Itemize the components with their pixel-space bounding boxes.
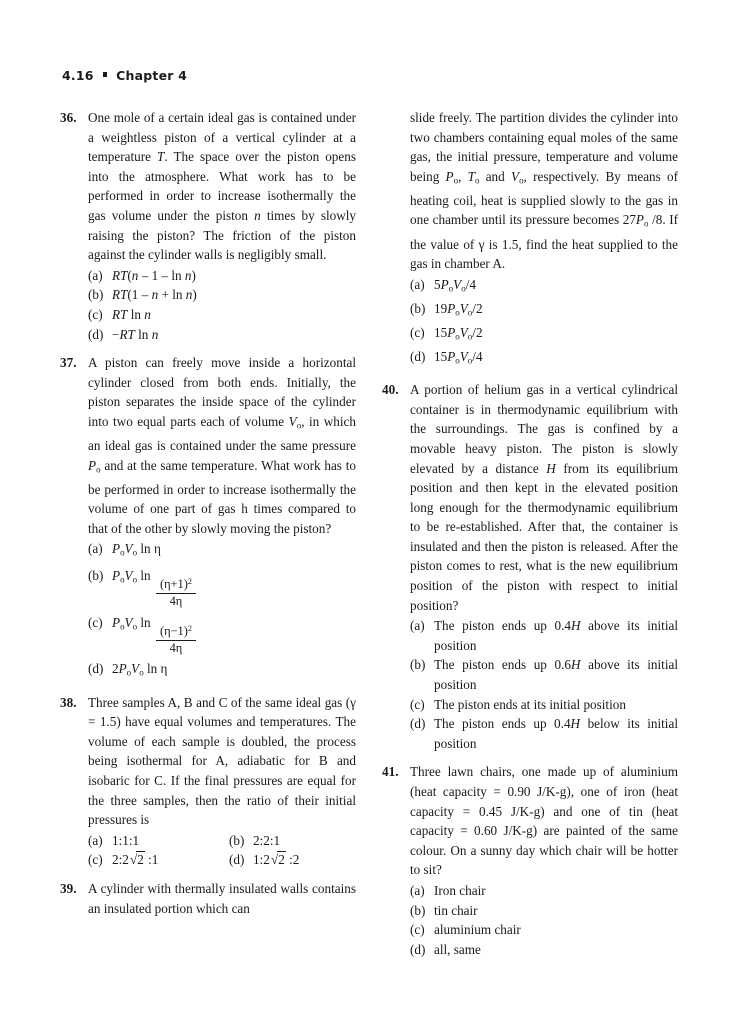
option-label: (b) xyxy=(410,657,426,673)
option-label: (a) xyxy=(410,882,425,898)
option-label: (d) xyxy=(229,852,245,868)
option-label: (a) xyxy=(410,276,425,292)
option-label: (d) xyxy=(410,349,426,365)
option-value: tin chair xyxy=(434,902,478,918)
question-body xyxy=(410,762,678,959)
option-label: (c) xyxy=(88,614,103,630)
option-label: (a) xyxy=(88,832,103,848)
option-value: Iron chair xyxy=(434,882,486,898)
question-number-placeholder xyxy=(382,108,410,371)
option-label: (d) xyxy=(410,716,426,732)
question-37 xyxy=(60,353,356,683)
question-36 xyxy=(60,108,356,344)
option-value: 2:2√2 :1 xyxy=(112,852,159,868)
option-d[interactable] xyxy=(410,940,678,960)
option-value: The piston ends at its initial position xyxy=(434,696,626,712)
option-label: (a) xyxy=(410,618,425,634)
option-b[interactable] xyxy=(88,285,356,305)
question-body xyxy=(410,380,678,753)
question-body xyxy=(88,693,356,870)
option-label: (a) xyxy=(88,541,103,557)
option-label: (b) xyxy=(88,287,104,303)
option-a[interactable] xyxy=(410,881,678,901)
option-b[interactable] xyxy=(410,655,678,694)
option-label: (d) xyxy=(88,661,104,677)
option-d[interactable] xyxy=(410,347,678,371)
option-value: 1:2√2 :2 xyxy=(253,852,300,868)
right-column xyxy=(382,108,678,968)
question-body xyxy=(410,108,678,371)
option-value: RT(n – 1 – ln n) xyxy=(112,267,196,283)
option-c[interactable] xyxy=(88,850,215,870)
option-label: (c) xyxy=(88,306,103,322)
option-value: $P_oV_o$ ln $\frac{(\eta+1)^2}{4\eta}$ xyxy=(112,566,356,609)
option-c[interactable] xyxy=(410,920,678,940)
question-text: A portion of helium gas in a vertical cylindrical container is in thermodynamic equilibrium with the surroundings. The gas is confined by a movable heavy piston. The piston is slowly elevated by a distance H from its equilibrium position and then kept in the elevated position long enough for the thermodynamic equilibrium to be re-established. After that, the container is insulated and then the piston is released. After the piston comes to rest, what is the new equilibrium position of the piston with respect to initial position? xyxy=(410,382,678,613)
option-value: all, same xyxy=(434,941,481,957)
question-39-continued xyxy=(382,108,678,371)
option-a[interactable] xyxy=(410,616,678,655)
left-column xyxy=(60,108,356,927)
options-list xyxy=(88,266,356,344)
option-value: The piston ends up 0.4H above its initial position xyxy=(434,618,678,653)
options-list xyxy=(88,539,356,683)
option-value: RT ln n xyxy=(112,306,151,322)
option-d[interactable] xyxy=(229,850,356,870)
question-text: A cylinder with thermally insulated walls contains an insulated portion which can xyxy=(88,880,356,916)
question-38 xyxy=(60,693,356,870)
option-value: $15P_oV_o/2$ xyxy=(434,324,483,342)
running-head xyxy=(62,68,187,83)
option-label: (b) xyxy=(88,567,104,583)
option-label: (b) xyxy=(229,832,245,848)
option-value: $19P_oV_o/2$ xyxy=(434,300,483,318)
option-b[interactable] xyxy=(229,831,356,851)
question-40 xyxy=(382,380,678,753)
question-41 xyxy=(382,762,678,959)
question-text: slide freely. The partition divides the cylinder into two chambers containing equal moles of the same gas, the initial pressure, temperature and volume being $P_o$, $T_o$ and $V_o$, respectively. By means of heating coil, heat is supplied slowly to the gas in one chamber until its pressure becomes $27P_o$ /8. If the value of γ is 1.5, find the heat supplied to the gas in chamber A. xyxy=(410,110,679,272)
question-text: One mole of a certain ideal gas is contained under a weightless piston of a vertical cylinder at a temperature T. The space over the piston opens into the atmosphere. What work has to be performed in order to increase isothermally the gas volume under the piston n times by slowly raising the piston? The friction of the piston against the cylinder walls is negligibly small. xyxy=(88,110,356,263)
option-b[interactable] xyxy=(410,299,678,323)
chapter-title: Chapter 4 xyxy=(116,68,188,83)
option-d[interactable] xyxy=(88,325,356,345)
page-folio: 4.16 xyxy=(62,68,94,83)
option-value: $2P_oV_o$ ln η xyxy=(112,661,168,678)
option-value: 1:1:1 xyxy=(112,832,140,848)
question-body xyxy=(88,353,356,683)
option-a[interactable] xyxy=(88,539,356,563)
option-value: $15P_oV_o/4$ xyxy=(434,349,483,366)
option-c[interactable] xyxy=(88,305,356,325)
options-list xyxy=(410,616,678,753)
option-c[interactable] xyxy=(88,613,356,656)
option-a[interactable] xyxy=(88,831,215,851)
option-c[interactable] xyxy=(410,695,678,715)
option-value: $P_oV_o$ ln $\frac{(\eta-1)^2}{4\eta}$ xyxy=(112,613,356,656)
option-label: (c) xyxy=(88,852,103,868)
option-label: (c) xyxy=(410,922,425,938)
question-text: A piston can freely move inside a horizontal cylinder closed from both ends. Initially, the piston separates the inside space of the cylinder into two equal parts each of volume $V_o$, in which an ideal gas is contained under the same pressure $P_o$ and at the same temperature. What work has to be performed in order to increase isothermally the volume of one part of gas h times compared to that of the other by slowly moving the piston? xyxy=(88,355,356,536)
option-label: (d) xyxy=(88,326,104,342)
options-list xyxy=(410,881,678,959)
option-value: $P_oV_o$ ln η xyxy=(112,541,161,558)
question-39 xyxy=(60,879,356,918)
option-b[interactable] xyxy=(88,566,356,609)
question-number: 41. xyxy=(382,764,399,780)
two-column-body xyxy=(60,108,690,968)
question-body xyxy=(88,879,356,918)
question-number: 37. xyxy=(60,355,77,371)
question-text: Three samples A, B and C of the same ideal gas (γ = 1.5) have equal volumes and temperatures. The volume of each sample is doubled, the process being isothermal for A, adiabatic for B and isobaric for C. If the final pressures are equal for the three samples, then the ratio of their initial pressures is xyxy=(88,694,356,828)
option-b[interactable] xyxy=(410,901,678,921)
option-value: 2:2:1 xyxy=(253,832,281,848)
option-a[interactable] xyxy=(410,275,678,299)
option-value: RT(1 – n + ln n) xyxy=(112,287,197,303)
option-label: (c) xyxy=(410,324,425,340)
question-text: Three lawn chairs, one made up of aluminium (heat capacity = 0.90 J/K-g), one of iron (heat capacity = 0.45 J/K-g) and one of tin (heat capacity = 0.60 J/K-g) are painted of the same colour. On a sunny day which chair will be hotter to sit? xyxy=(410,764,678,878)
square-bullet-icon xyxy=(103,72,108,77)
option-d[interactable] xyxy=(88,659,356,683)
option-value: The piston ends up 0.4H below its initial position xyxy=(434,716,678,751)
option-value: aluminium chair xyxy=(434,922,521,938)
option-d[interactable] xyxy=(410,714,678,753)
question-number: 36. xyxy=(60,110,77,125)
options-list xyxy=(88,831,356,870)
option-a[interactable] xyxy=(88,266,356,286)
options-list xyxy=(410,275,678,371)
option-label: (b) xyxy=(410,300,426,316)
question-number: 39. xyxy=(60,880,77,896)
question-number: 40. xyxy=(382,382,399,398)
option-label: (b) xyxy=(410,902,426,918)
option-label: (d) xyxy=(410,941,426,957)
option-value: The piston ends up 0.6H above its initial position xyxy=(434,657,678,693)
option-value: −RT ln n xyxy=(112,326,159,342)
question-number: 38. xyxy=(60,694,77,710)
option-value: $5P_oV_o/4$ xyxy=(434,276,476,294)
option-label: (c) xyxy=(410,696,425,712)
question-body xyxy=(88,108,356,344)
option-label: (a) xyxy=(88,267,103,283)
option-c[interactable] xyxy=(410,323,678,347)
